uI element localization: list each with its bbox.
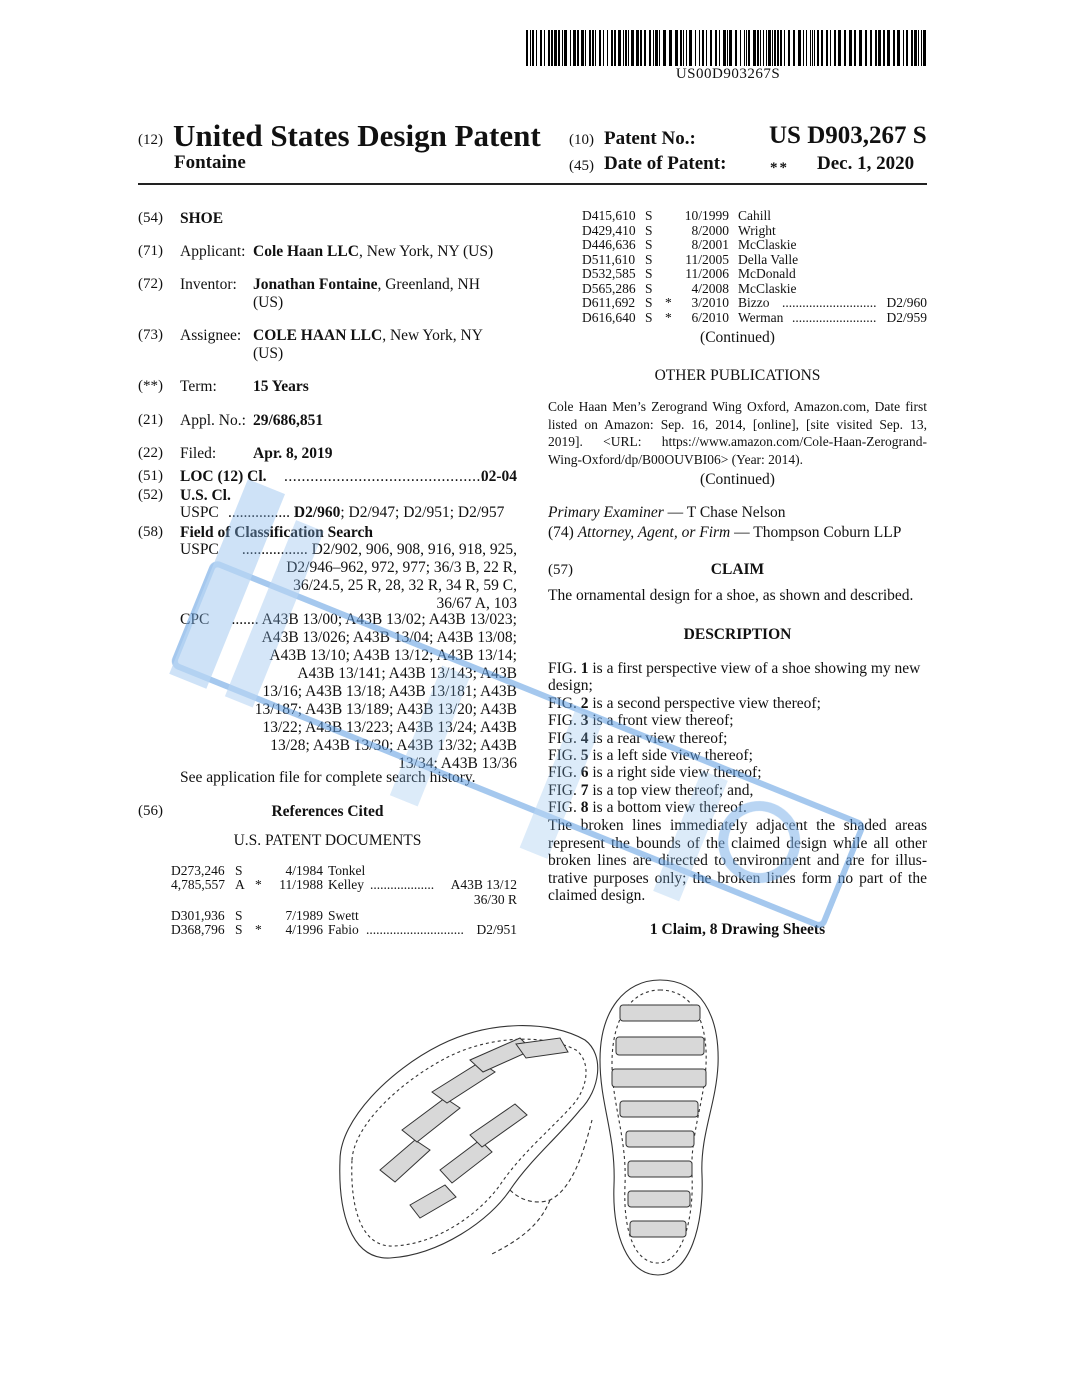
- design-title: SHOE: [180, 210, 224, 227]
- loc-value: 02-04: [480, 468, 517, 485]
- other-publications-text: [548, 398, 927, 468]
- barcode-bar: [838, 30, 841, 66]
- field-cpc-line: A43B 13/10; A43B 13/12; A43B 13/14;: [269, 647, 517, 664]
- barcode-bar: [585, 30, 586, 66]
- claims-sheets-footer: 1 Claim, 8 Drawing Sheets: [649, 921, 826, 938]
- barcode-bar: [893, 30, 895, 66]
- barcode-bar: [573, 30, 576, 66]
- barcode-bar: [906, 30, 908, 66]
- figure-description: FIG. 4 is a rear view thereof;: [548, 729, 728, 747]
- field-cpc-label: CPC: [180, 611, 210, 628]
- barcode-bar: [777, 30, 779, 66]
- barcode-bar: [788, 30, 790, 66]
- code-12: (12): [138, 132, 163, 148]
- barcode-bar: [607, 30, 608, 66]
- field-search-label: Field of Classification Search: [180, 524, 374, 541]
- uspc-label: USPC: [180, 504, 219, 521]
- barcode-bar: [611, 30, 613, 66]
- field-uspc-line: ................. D2/902, 906, 908, 916, 918, 925,: [241, 541, 517, 558]
- us-cl-label: U.S. Cl.: [180, 487, 231, 504]
- code-54: (54): [138, 210, 163, 226]
- broken-lines-line: trative purposes only; the broken lines form no part of the: [548, 869, 927, 887]
- barcode-bar: [689, 30, 692, 66]
- barcode-bar: [723, 30, 726, 66]
- barcode-bar: [699, 30, 700, 66]
- barcode-bar: [628, 30, 629, 66]
- figure-description: FIG. 1 is a first perspective view of a shoe showing my new: [548, 660, 921, 677]
- filed-label: Filed:: [180, 445, 217, 462]
- claim-text: The ornamental design for a shoe, as shown and described.: [548, 587, 914, 604]
- barcode-bar: [727, 30, 728, 66]
- barcode-bar: [530, 30, 531, 66]
- barcode-bar: [729, 30, 732, 66]
- field-cpc-line: 13/28; A43B 13/30; A43B 13/32; A43B: [270, 737, 517, 754]
- barcode-bar: [706, 30, 707, 66]
- barcode-bar: [595, 30, 596, 66]
- barcode-bar: [883, 30, 885, 66]
- code-56: (56): [138, 803, 163, 819]
- continued-1: (Continued): [700, 329, 775, 346]
- barcode-bar: [780, 30, 782, 66]
- barcode-bar: [554, 30, 557, 66]
- barcode-bar: [803, 30, 804, 66]
- code-57: (57): [548, 562, 573, 578]
- barcode-bar: [814, 30, 815, 66]
- patent-no-label: Patent No.:: [604, 128, 696, 149]
- barcode-bar: [719, 30, 720, 66]
- figure-description: FIG. 7 is a top view thereof; and,: [548, 781, 754, 799]
- assignee-label: Assignee:: [180, 327, 242, 344]
- barcode-bar: [849, 30, 852, 66]
- document-title: United States Design Patent: [173, 118, 541, 153]
- barcode-bar: [659, 30, 660, 66]
- bottom-tread-pad: [620, 1101, 698, 1117]
- barcode-bar: [589, 30, 591, 66]
- continued-2: (Continued): [700, 471, 775, 488]
- barcode-bar: [834, 30, 836, 66]
- barcode-bar: [774, 30, 776, 66]
- bottom-tread-pad: [616, 1037, 704, 1055]
- barcode-bar: [686, 30, 687, 66]
- filed-value: Apr. 8, 2019: [253, 445, 333, 462]
- code-52: (52): [138, 487, 163, 503]
- barcode-bar: [830, 30, 831, 66]
- term-label: Term:: [180, 378, 217, 395]
- field-uspc-label: USPC: [180, 541, 219, 558]
- header-rule: [138, 183, 927, 185]
- barcode-bar: [710, 30, 712, 66]
- search-history-note: See application file for complete search history.: [180, 769, 476, 786]
- applicant-value: Cole Haan LLC, New York, NY (US): [253, 243, 494, 260]
- barcode-bar: [551, 30, 553, 66]
- shoe-perspective-drawing: [320, 1000, 620, 1270]
- barcode-bar: [806, 30, 807, 66]
- barcode-bar: [793, 30, 795, 66]
- barcode-bar: [640, 30, 642, 66]
- tread-pad: [380, 1140, 430, 1182]
- barcode-bar: [548, 30, 550, 66]
- references-cited-title: References Cited: [271, 803, 384, 820]
- barcode-bar: [653, 30, 654, 66]
- barcode-bar: [844, 30, 846, 66]
- barcode-bar: [680, 30, 682, 66]
- figure-description: design;: [548, 677, 593, 695]
- code-21: (21): [138, 412, 163, 428]
- barcode: [526, 30, 930, 66]
- barcode-bar: [669, 30, 672, 66]
- barcode-bar: [740, 30, 741, 66]
- barcode-bar: [760, 30, 761, 66]
- figure-list: [548, 660, 927, 817]
- barcode-bar: [649, 30, 651, 66]
- us-patent-documents-title: U.S. PATENT DOCUMENTS: [233, 832, 422, 849]
- barcode-bar: [570, 30, 571, 66]
- field-cpc-lines: [180, 611, 517, 773]
- date-marker: **: [770, 160, 789, 176]
- barcode-bar: [702, 30, 704, 66]
- barcode-bar: [675, 30, 678, 66]
- barcode-bar: [826, 30, 828, 66]
- barcode-bar: [810, 30, 811, 66]
- barcode-bar: [903, 30, 904, 66]
- field-cpc-line: 13/22; A43B 13/223; A43B 13/24; A43B: [262, 719, 517, 736]
- code-73: (73): [138, 327, 163, 343]
- barcode-number: US00D903267S: [675, 66, 781, 82]
- applicant-label: Applicant:: [180, 243, 246, 260]
- barcode-bar: [526, 30, 528, 66]
- barcode-bar: [865, 30, 867, 66]
- barcode-bar: [603, 30, 604, 66]
- barcode-bar: [558, 30, 560, 66]
- barcode-bar: [655, 30, 658, 66]
- barcode-bar: [623, 30, 624, 66]
- barcode-bar: [663, 30, 666, 66]
- appl-no-label: Appl. No.:: [180, 412, 246, 429]
- barcode-bar: [812, 30, 813, 66]
- barcode-bar: [878, 30, 881, 66]
- other-pub-line: listed on Amazon: Sep. 16, 2014, [online], [site visited Sep. 13,: [548, 416, 927, 432]
- code-51: (51): [138, 468, 163, 484]
- barcode-bar: [562, 30, 563, 66]
- appl-no-value: 29/686,851: [253, 412, 324, 429]
- barcode-bar: [859, 30, 862, 66]
- barcode-bar: [715, 30, 717, 66]
- code-term: (**): [138, 378, 163, 394]
- barcode-bar: [763, 30, 764, 66]
- bottom-tread-pad: [630, 1221, 686, 1237]
- barcode-bar: [735, 30, 737, 66]
- barcode-bar: [581, 30, 584, 66]
- attorney: (74) Attorney, Agent, or Firm — Thompson Coburn LLP: [548, 524, 902, 541]
- barcode-bar: [772, 30, 773, 66]
- barcode-bar: [695, 30, 696, 66]
- loc-dots: ..............................................: [284, 468, 486, 485]
- inventor-surname: Fontaine: [174, 152, 246, 173]
- field-cpc-line: 13/34; A43B 13/36: [398, 755, 517, 772]
- shoe-bottom-drawing: [590, 975, 730, 1280]
- patent-number: US D903,267 S: [769, 122, 927, 149]
- inventor-value: Jonathan Fontaine, Greenland, NH: [253, 276, 480, 293]
- barcode-bar: [870, 30, 872, 66]
- figure-description: FIG. 8 is a bottom view thereof.: [548, 799, 747, 817]
- tread-pad: [402, 1098, 460, 1142]
- barcode-bar: [911, 30, 913, 66]
- barcode-bar: [644, 30, 646, 66]
- loc-label: LOC (12) Cl.: [180, 468, 267, 485]
- broken-lines-line: The broken lines immediately adjacent the shaded areas: [548, 817, 927, 834]
- other-pub-line: 2019]. <URL: https://www.amazon.com/Cole-Haan-Zerogrand-: [548, 434, 927, 449]
- bottom-tread-pad: [628, 1191, 690, 1207]
- primary-examiner: Primary Examiner — T Chase Nelson: [548, 504, 786, 521]
- broken-lines-line: claimed design.: [548, 887, 646, 904]
- barcode-bar: [753, 30, 756, 66]
- barcode-bar: [798, 30, 801, 66]
- claim-title: CLAIM: [710, 561, 765, 578]
- term-value: 15 Years: [253, 378, 309, 395]
- broken-lines-line: broken lines are directed to environment and are for illus-: [548, 852, 927, 869]
- barcode-bar: [540, 30, 542, 66]
- bottom-tread-pad: [628, 1161, 692, 1177]
- barcode-bar: [744, 30, 745, 66]
- field-cpc-line: A43B 13/026; A43B 13/04; A43B 13/08;: [261, 629, 517, 646]
- tread-pad: [470, 1104, 527, 1147]
- barcode-bar: [592, 30, 594, 66]
- barcode-bar: [599, 30, 601, 66]
- bottom-tread-pad: [626, 1131, 694, 1147]
- patent-date: Dec. 1, 2020: [817, 153, 915, 174]
- assignee-value: COLE HAAN LLC, New York, NY: [253, 327, 483, 344]
- code-71: (71): [138, 243, 163, 259]
- inventor-country: (US): [253, 294, 284, 311]
- broken-lines-paragraph: [548, 817, 927, 905]
- uspc-value: ................ D2/960; D2/947; D2/951; D2/957: [228, 504, 505, 521]
- figure-description: FIG. 6 is a right side view thereof;: [548, 764, 762, 782]
- barcode-bar: [748, 30, 750, 66]
- field-uspc-lines: [180, 541, 517, 613]
- barcode-bar: [577, 30, 579, 66]
- figure-description: FIG. 3 is a front view thereof;: [548, 712, 734, 730]
- barcode-bar: [625, 30, 627, 66]
- barcode-bar: [631, 30, 634, 66]
- barcode-bar: [768, 30, 771, 66]
- code-45: (45): [569, 158, 594, 174]
- code-10: (10): [569, 132, 594, 148]
- inventor-label: Inventor:: [180, 276, 237, 293]
- tread-group: [380, 1038, 568, 1218]
- barcode-bar: [544, 30, 545, 66]
- bottom-tread-group: [612, 1005, 706, 1237]
- barcode-bar: [854, 30, 856, 66]
- barcode-bar: [921, 30, 922, 66]
- tread-pad: [410, 1185, 456, 1218]
- assignee-country: (US): [253, 345, 284, 362]
- barcode-bar: [821, 30, 823, 66]
- field-cpc-line: ....... A43B 13/00; A43B 13/02; A43B 13/023;: [231, 611, 517, 628]
- tread-pad: [440, 1140, 492, 1183]
- field-cpc-line: 13/187; A43B 13/189; A43B 13/20; A43B: [254, 701, 517, 718]
- barcode-bar: [784, 30, 785, 66]
- barcode-bar: [564, 30, 567, 66]
- barcode-bar: [614, 30, 616, 66]
- tread-pad: [516, 1038, 568, 1058]
- figure-description: FIG. 2 is a second perspective view thereof;: [548, 694, 821, 712]
- other-publications-title: OTHER PUBLICATIONS: [654, 367, 821, 384]
- barcode-bar: [757, 30, 759, 66]
- barcode-bar: [536, 30, 537, 66]
- barcode-bar: [914, 30, 917, 66]
- barcode-bar: [875, 30, 877, 66]
- barcode-bar: [817, 30, 819, 66]
- code-58: (58): [138, 524, 163, 540]
- figure-description: FIG. 5 is a left side view thereof;: [548, 747, 753, 765]
- field-uspc-line: D2/946–962, 972, 977; 36/3 B, 22 R,: [286, 559, 517, 576]
- bottom-tread-pad: [612, 1069, 706, 1087]
- barcode-bar: [618, 30, 621, 66]
- other-pub-line: Wing-Oxford/dp/B00OUVBI06> (Year: 2014).: [548, 451, 804, 467]
- barcode-bar: [766, 30, 767, 66]
- barcode-bar: [923, 30, 926, 66]
- upper-outline: [510, 1120, 592, 1202]
- barcode-bar: [918, 30, 919, 66]
- barcode-bar: [532, 30, 534, 66]
- other-pub-line: Cole Haan Men’s Zerogrand Wing Oxford, Amazon.com, Date first: [548, 399, 927, 414]
- barcode-bar: [746, 30, 747, 66]
- code-22: (22): [138, 445, 163, 461]
- sole-outline: [340, 1026, 598, 1258]
- code-72: (72): [138, 276, 163, 292]
- upper-heel-outline: [490, 1200, 550, 1255]
- barcode-bar: [887, 30, 890, 66]
- barcode-bar: [897, 30, 900, 66]
- date-label: Date of Patent:: [604, 153, 727, 174]
- broken-lines-line: represent the bounds of the claimed design while all other: [548, 834, 927, 852]
- barcode-bar: [683, 30, 684, 66]
- field-uspc-line: 36/24.5, 25 R, 28, 32 R, 34 R, 59 C,: [293, 577, 517, 594]
- barcode-bar: [636, 30, 639, 66]
- field-uspc-line: 36/67 A, 103: [436, 595, 517, 612]
- field-cpc-line: A43B 13/141; A43B 13/143; A43B: [297, 665, 517, 682]
- field-cpc-line: 13/16; A43B 13/18; A43B 13/181; A43B: [262, 683, 517, 700]
- bottom-tread-pad: [620, 1005, 700, 1021]
- description-title: DESCRIPTION: [683, 626, 792, 643]
